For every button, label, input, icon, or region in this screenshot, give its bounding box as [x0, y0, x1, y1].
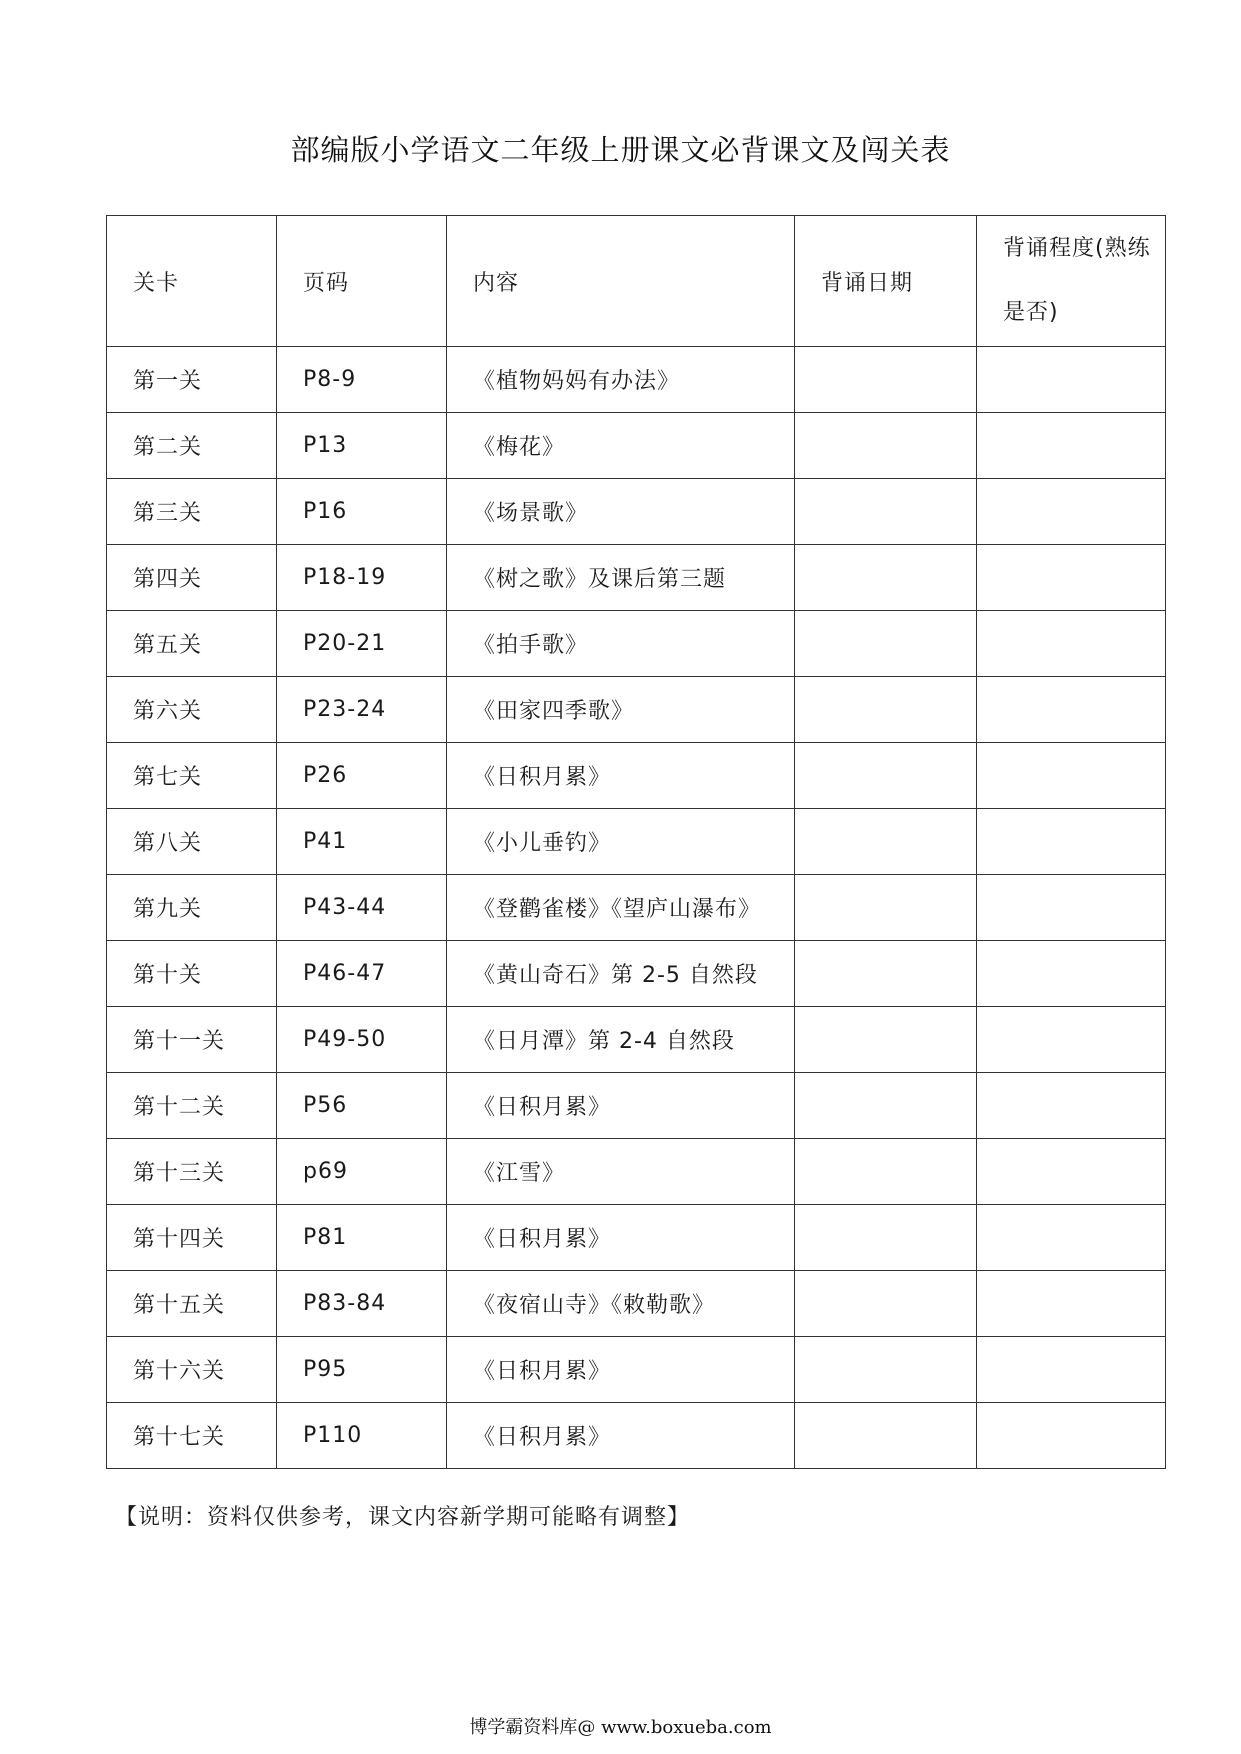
cell-level: 第一关	[107, 347, 277, 413]
cell-level: 第三关	[107, 479, 277, 545]
cell-content: 《登鹳雀楼》《望庐山瀑布》	[447, 875, 795, 941]
table-row	[107, 1403, 1166, 1469]
table-row	[107, 1139, 1166, 1205]
table-row	[107, 1007, 1166, 1073]
cell-proficiency[interactable]	[977, 347, 1166, 413]
cell-level: 第十二关	[107, 1073, 277, 1139]
cell-recite-date[interactable]	[795, 611, 977, 677]
cell-proficiency[interactable]	[977, 1403, 1166, 1469]
cell-page: P110	[277, 1403, 447, 1469]
cell-content: 《拍手歌》	[447, 611, 795, 677]
cell-proficiency[interactable]	[977, 875, 1166, 941]
table-row	[107, 1073, 1166, 1139]
cell-level: 第六关	[107, 677, 277, 743]
cell-level: 第五关	[107, 611, 277, 677]
table-row	[107, 875, 1166, 941]
table-row	[107, 413, 1166, 479]
cell-recite-date[interactable]	[795, 1139, 977, 1205]
table-row	[107, 743, 1166, 809]
table-row	[107, 479, 1166, 545]
cell-recite-date[interactable]	[795, 1073, 977, 1139]
cell-level: 第八关	[107, 809, 277, 875]
cell-recite-date[interactable]	[795, 545, 977, 611]
cell-recite-date[interactable]	[795, 875, 977, 941]
cell-recite-date[interactable]	[795, 1271, 977, 1337]
cell-level: 第十一关	[107, 1007, 277, 1073]
cell-content: 《树之歌》及课后第三题	[447, 545, 795, 611]
cell-level: 第十三关	[107, 1139, 277, 1205]
cell-content: 《日积月累》	[447, 743, 795, 809]
cell-content: 《日积月累》	[447, 1337, 795, 1403]
cell-proficiency[interactable]	[977, 743, 1166, 809]
cell-recite-date[interactable]	[795, 1205, 977, 1271]
cell-proficiency[interactable]	[977, 545, 1166, 611]
cell-content: 《日月潭》第 2-4 自然段	[447, 1007, 795, 1073]
cell-page: P13	[277, 413, 447, 479]
cell-proficiency[interactable]	[977, 677, 1166, 743]
cell-content: 《场景歌》	[447, 479, 795, 545]
cell-page: P46-47	[277, 941, 447, 1007]
cell-content: 《田家四季歌》	[447, 677, 795, 743]
cell-proficiency[interactable]	[977, 1073, 1166, 1139]
cell-proficiency[interactable]	[977, 809, 1166, 875]
header-content: 内容	[447, 216, 795, 347]
cell-level: 第十四关	[107, 1205, 277, 1271]
cell-recite-date[interactable]	[795, 479, 977, 545]
cell-page: P95	[277, 1337, 447, 1403]
cell-proficiency[interactable]	[977, 1271, 1166, 1337]
cell-proficiency[interactable]	[977, 941, 1166, 1007]
table-row	[107, 1337, 1166, 1403]
cell-proficiency[interactable]	[977, 611, 1166, 677]
table-body	[107, 347, 1166, 1469]
cell-recite-date[interactable]	[795, 809, 977, 875]
cell-level: 第十七关	[107, 1403, 277, 1469]
cell-page: p69	[277, 1139, 447, 1205]
cell-page: P81	[277, 1205, 447, 1271]
cell-recite-date[interactable]	[795, 347, 977, 413]
cell-page: P20-21	[277, 611, 447, 677]
cell-recite-date[interactable]	[795, 413, 977, 479]
cell-content: 《黄山奇石》第 2-5 自然段	[447, 941, 795, 1007]
cell-page: P8-9	[277, 347, 447, 413]
table-row	[107, 347, 1166, 413]
table-row	[107, 1271, 1166, 1337]
cell-proficiency[interactable]	[977, 479, 1166, 545]
cell-content: 《日积月累》	[447, 1403, 795, 1469]
cell-content: 《日积月累》	[447, 1073, 795, 1139]
cell-level: 第九关	[107, 875, 277, 941]
header-proficiency: 背诵程度(熟练是否)	[977, 216, 1166, 347]
header-page: 页码	[277, 216, 447, 347]
cell-page: P16	[277, 479, 447, 545]
footer-watermark: 博学霸资料库@ www.boxueba.com	[469, 1717, 772, 1738]
cell-proficiency[interactable]	[977, 1007, 1166, 1073]
cell-recite-date[interactable]	[795, 677, 977, 743]
cell-recite-date[interactable]	[795, 743, 977, 809]
cell-page: P49-50	[277, 1007, 447, 1073]
table-row	[107, 611, 1166, 677]
cell-proficiency[interactable]	[977, 1205, 1166, 1271]
cell-level: 第十六关	[107, 1337, 277, 1403]
cell-recite-date[interactable]	[795, 1337, 977, 1403]
cell-content: 《植物妈妈有办法》	[447, 347, 795, 413]
cell-page: P26	[277, 743, 447, 809]
cell-level: 第四关	[107, 545, 277, 611]
cell-page: P23-24	[277, 677, 447, 743]
disclaimer-note: 【说明：资料仅供参考，课文内容新学期可能略有调整】	[115, 1505, 691, 1530]
cell-content: 《梅花》	[447, 413, 795, 479]
cell-page: P83-84	[277, 1271, 447, 1337]
table-header-row	[107, 216, 1166, 347]
cell-level: 第二关	[107, 413, 277, 479]
cell-content: 《夜宿山寺》《敕勒歌》	[447, 1271, 795, 1337]
cell-proficiency[interactable]	[977, 1337, 1166, 1403]
cell-level: 第七关	[107, 743, 277, 809]
cell-page: P18-19	[277, 545, 447, 611]
cell-level: 第十五关	[107, 1271, 277, 1337]
cell-page: P56	[277, 1073, 447, 1139]
table-row	[107, 545, 1166, 611]
cell-page: P43-44	[277, 875, 447, 941]
table-row	[107, 809, 1166, 875]
cell-content: 《小儿垂钓》	[447, 809, 795, 875]
header-level: 关卡	[107, 216, 277, 347]
cell-proficiency[interactable]	[977, 1139, 1166, 1205]
header-recite-date: 背诵日期	[795, 216, 977, 347]
cell-recite-date[interactable]	[795, 941, 977, 1007]
cell-recite-date[interactable]	[795, 1403, 977, 1469]
cell-page: P41	[277, 809, 447, 875]
cell-content: 《江雪》	[447, 1139, 795, 1205]
table-row	[107, 1205, 1166, 1271]
recitation-table	[106, 215, 1166, 1469]
table-row	[107, 677, 1166, 743]
cell-level: 第十关	[107, 941, 277, 1007]
document-title: 部编版小学语文二年级上册课文必背课文及闯关表	[290, 133, 951, 167]
cell-recite-date[interactable]	[795, 1007, 977, 1073]
table-row	[107, 941, 1166, 1007]
cell-proficiency[interactable]	[977, 413, 1166, 479]
cell-content: 《日积月累》	[447, 1205, 795, 1271]
